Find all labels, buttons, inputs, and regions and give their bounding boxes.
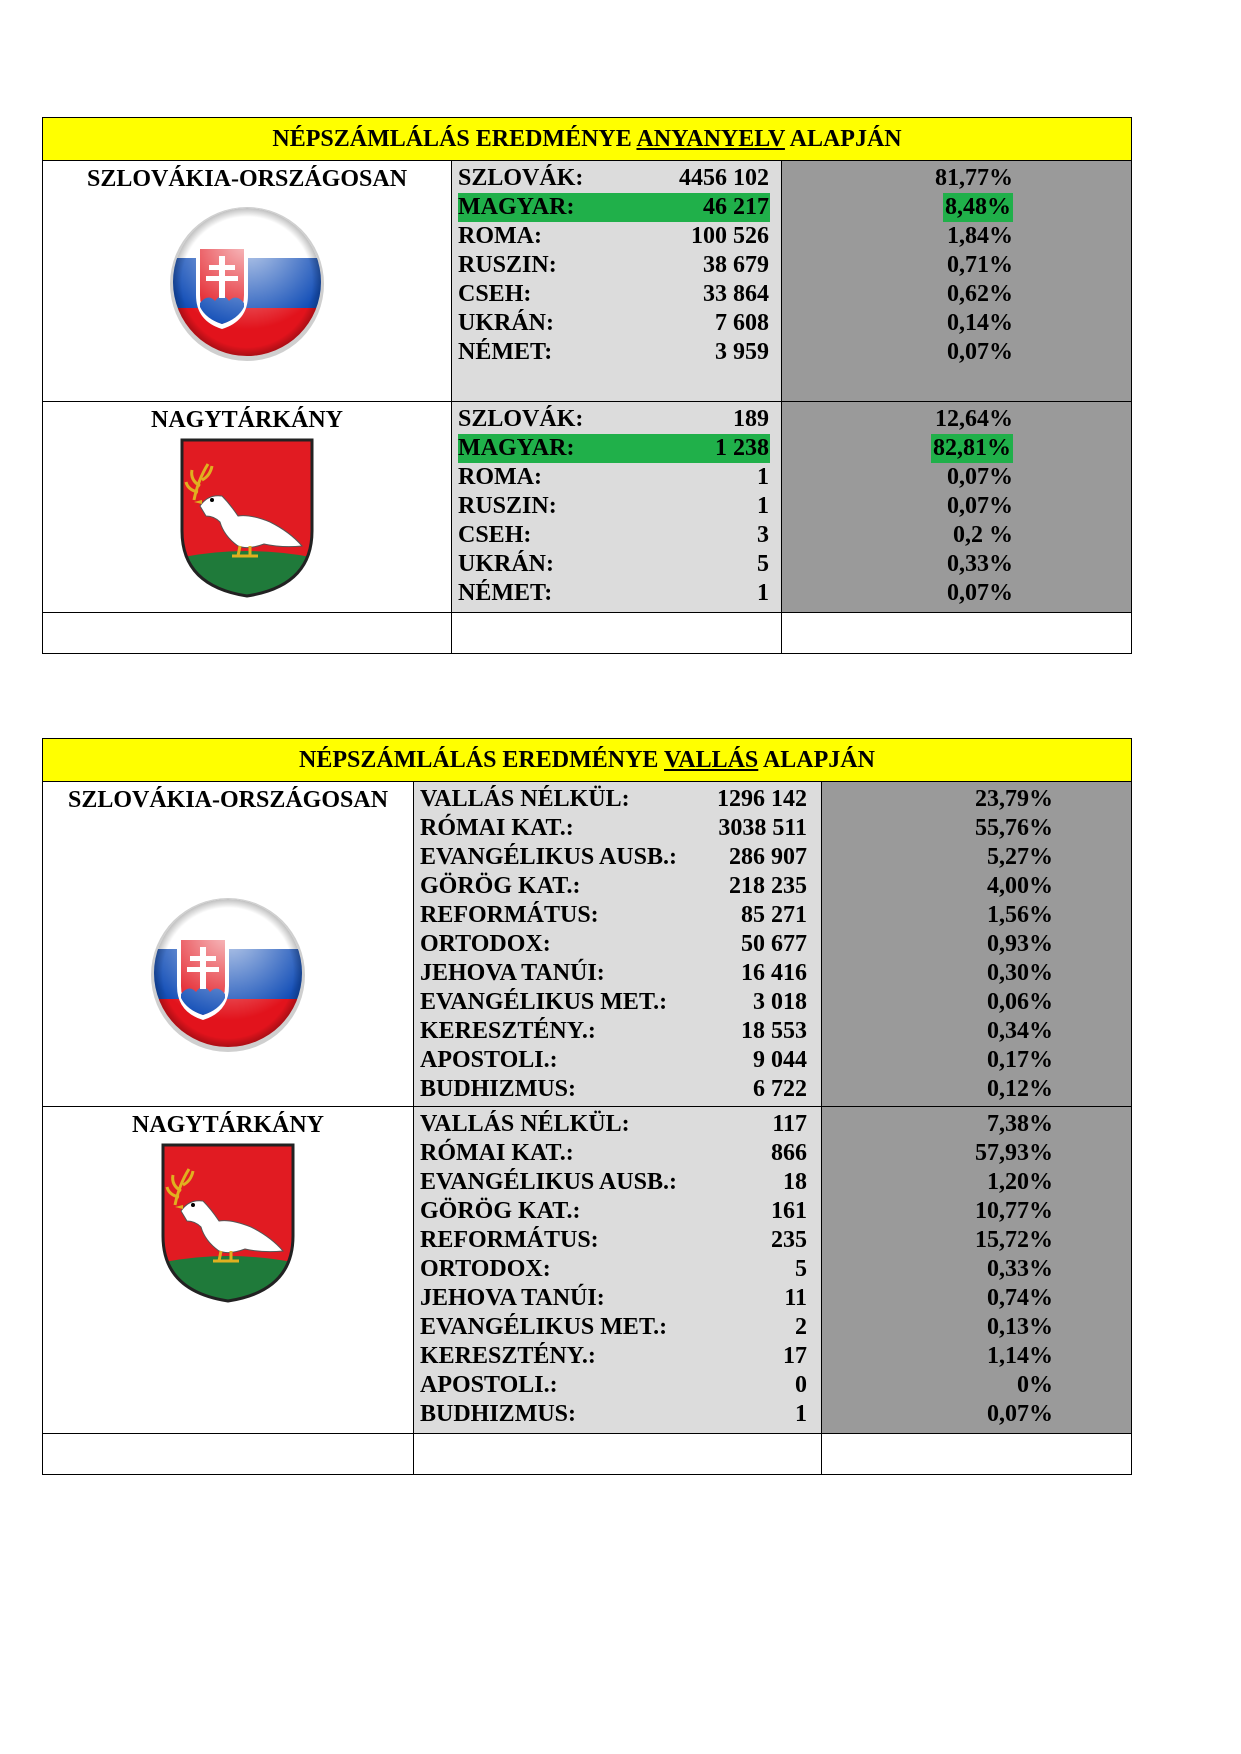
percent-value: 57,93% <box>975 1140 1053 1166</box>
count-value: 85 271 <box>741 902 807 928</box>
category-label: GÖRÖG KAT.: <box>420 1198 581 1224</box>
count-value: 38 679 <box>703 252 769 278</box>
count-value: 18 <box>783 1169 807 1195</box>
percent-value: 0,2 % <box>953 522 1013 548</box>
percent-value: 1,20% <box>987 1169 1053 1195</box>
percent-value: 15,72% <box>975 1227 1053 1253</box>
percent-value: 23,79% <box>975 786 1053 812</box>
empty-cell <box>821 1434 1131 1474</box>
percent-value: 4,00% <box>987 873 1053 899</box>
category-label: JEHOVA TANÚI: <box>420 1285 605 1311</box>
category-label: UKRÁN: <box>458 551 554 577</box>
count-value: 3 <box>757 522 769 548</box>
category-label: ROMA: <box>458 223 542 249</box>
category-label: GÖRÖG KAT.: <box>420 873 581 899</box>
count-value: 1 <box>757 464 769 490</box>
count-value: 117 <box>772 1111 807 1137</box>
religion-table <box>42 738 1132 1475</box>
religion-table-header <box>43 739 1131 782</box>
percent-value: 0,17% <box>987 1047 1053 1073</box>
category-label: ROMA: <box>458 464 542 490</box>
count-value: 6 722 <box>753 1076 807 1102</box>
category-label: RÓMAI KAT.: <box>420 815 574 841</box>
region-cell <box>43 402 451 612</box>
nagytarkany-coat-of-arms-icon <box>159 1141 297 1303</box>
category-label: REFORMÁTUS: <box>420 902 599 928</box>
count-value: 9 044 <box>753 1047 807 1073</box>
count-value: 1296 142 <box>717 786 807 812</box>
percent-value: 10,77% <box>975 1198 1053 1224</box>
percent-value: 81,77% <box>935 165 1013 191</box>
empty-cell <box>781 613 1131 653</box>
header-key-word: VALLÁS <box>664 747 759 773</box>
category-label: MAGYAR: <box>458 434 770 463</box>
category-label: UKRÁN: <box>458 310 554 336</box>
category-label: EVANGÉLIKUS AUSB.: <box>420 1169 677 1195</box>
count-value: 1 <box>757 580 769 606</box>
category-label: JEHOVA TANÚI: <box>420 960 605 986</box>
count-value: 7 608 <box>715 310 769 336</box>
percent-cell <box>781 161 1131 401</box>
category-label: SZLOVÁK: <box>458 165 584 191</box>
count-value: 218 235 <box>729 873 807 899</box>
category-label: RUSZIN: <box>458 252 557 278</box>
count-cell <box>413 782 821 1106</box>
language-table-header <box>43 118 1131 161</box>
category-label: BUDHIZMUS: <box>420 1076 577 1102</box>
percent-value: 0,12% <box>987 1076 1053 1102</box>
language-local-row <box>43 402 1131 613</box>
count-value: 18 553 <box>741 1018 807 1044</box>
percent-value: 0,93% <box>987 931 1053 957</box>
category-label: EVANGÉLIKUS MET.: <box>420 1314 668 1340</box>
category-label: VALLÁS NÉLKÜL: <box>420 786 630 812</box>
slovakia-flag-icon <box>149 894 307 1052</box>
header-text: ALAPJÁN <box>784 126 902 152</box>
count-value: 46 217 <box>703 194 769 220</box>
percent-value: 0% <box>1017 1372 1053 1398</box>
count-value: 286 907 <box>729 844 807 870</box>
region-cell <box>43 161 451 401</box>
count-value: 235 <box>771 1227 807 1253</box>
percent-value: 0,74% <box>987 1285 1053 1311</box>
category-label: EVANGÉLIKUS MET.: <box>420 989 668 1015</box>
region-name: SZLOVÁKIA-ORSZÁGOSAN <box>67 787 389 813</box>
count-cell <box>413 1107 821 1433</box>
count-value: 5 <box>757 551 769 577</box>
count-cell <box>451 161 781 401</box>
percent-value: 0,07% <box>947 493 1013 519</box>
header-text: NÉPSZÁMLÁLÁS EREDMÉNYE <box>272 126 637 152</box>
count-value: 3 018 <box>753 989 807 1015</box>
count-value: 866 <box>771 1140 807 1166</box>
category-label: ORTODOX: <box>420 1256 551 1282</box>
empty-cell <box>43 613 451 653</box>
percent-value: 0,34% <box>987 1018 1053 1044</box>
religion-local-row <box>43 1107 1131 1434</box>
count-value: 11 <box>784 1285 807 1311</box>
empty-cell <box>43 1434 413 1474</box>
percent-value: 5,27% <box>987 844 1053 870</box>
religion-national-row <box>43 782 1131 1107</box>
count-cell <box>451 402 781 612</box>
category-label: EVANGÉLIKUS AUSB.: <box>420 844 677 870</box>
count-value: 0 <box>795 1372 807 1398</box>
category-label: CSEH: <box>458 522 532 548</box>
language-table <box>42 117 1132 654</box>
category-label: NÉMET: <box>458 580 553 606</box>
percent-value: 0,07% <box>947 339 1013 365</box>
count-value: 161 <box>771 1198 807 1224</box>
percent-value: 0,06% <box>987 989 1053 1015</box>
percent-value: 0,33% <box>987 1256 1053 1282</box>
empty-row <box>43 613 1131 653</box>
percent-value: 0,30% <box>987 960 1053 986</box>
region-cell <box>43 1107 413 1433</box>
region-name: SZLOVÁKIA-ORSZÁGOSAN <box>86 166 408 192</box>
category-label: RÓMAI KAT.: <box>420 1140 574 1166</box>
count-value: 16 416 <box>741 960 807 986</box>
percent-value: 0,07% <box>947 580 1013 606</box>
count-value: 1 <box>757 493 769 519</box>
category-label: RUSZIN: <box>458 493 557 519</box>
count-value: 5 <box>795 1256 807 1282</box>
count-value: 3 959 <box>715 339 769 365</box>
category-label: REFORMÁTUS: <box>420 1227 599 1253</box>
percent-value: 55,76% <box>975 815 1053 841</box>
category-label: BUDHIZMUS: <box>420 1401 577 1427</box>
category-label: NÉMET: <box>458 339 553 365</box>
region-cell <box>43 782 413 1106</box>
count-value: 4456 102 <box>679 165 769 191</box>
percent-cell <box>821 1107 1131 1433</box>
percent-value: 0,13% <box>987 1314 1053 1340</box>
count-value: 1 <box>795 1401 807 1427</box>
region-name: NAGYTÁRKÁNY <box>151 407 343 433</box>
nagytarkany-coat-of-arms-icon <box>178 436 316 598</box>
count-value: 3038 511 <box>718 815 807 841</box>
count-value: 33 864 <box>703 281 769 307</box>
region-name: NAGYTÁRKÁNY <box>132 1112 324 1138</box>
percent-value: 0,71% <box>947 252 1013 278</box>
header-text: NÉPSZÁMLÁLÁS EREDMÉNYE <box>299 747 664 773</box>
category-label: KERESZTÉNY.: <box>420 1343 596 1369</box>
count-value: 50 677 <box>741 931 807 957</box>
category-label: APOSTOLI.: <box>420 1047 558 1073</box>
slovakia-flag-icon <box>168 203 326 361</box>
category-label: APOSTOLI.: <box>420 1372 558 1398</box>
percent-value: 0,14% <box>947 310 1013 336</box>
percent-cell <box>781 402 1131 612</box>
count-value: 2 <box>795 1314 807 1340</box>
percent-value: 0,33% <box>947 551 1013 577</box>
header-text: ALAPJÁN <box>758 747 875 773</box>
category-label: KERESZTÉNY.: <box>420 1018 596 1044</box>
empty-cell <box>451 613 781 653</box>
count-value: 17 <box>783 1343 807 1369</box>
category-label: ORTODOX: <box>420 931 551 957</box>
empty-cell <box>413 1434 821 1474</box>
count-value: 100 526 <box>691 223 769 249</box>
category-label: SZLOVÁK: <box>458 406 584 432</box>
count-value: 189 <box>733 406 769 432</box>
percent-value: 0,07% <box>947 464 1013 490</box>
percent-value: 1,56% <box>987 902 1053 928</box>
percent-value: 7,38% <box>987 1111 1053 1137</box>
header-key-word: ANYANYELV <box>636 126 785 152</box>
percent-value: 12,64% <box>935 406 1013 432</box>
category-label: MAGYAR: <box>458 193 770 222</box>
percent-cell <box>821 782 1131 1106</box>
percent-value: 8,48% <box>945 194 1011 220</box>
count-value: 1 238 <box>715 435 769 461</box>
percent-value: 82,81% <box>933 435 1011 461</box>
percent-value: 0,07% <box>987 1401 1053 1427</box>
percent-value: 1,14% <box>987 1343 1053 1369</box>
empty-row <box>43 1434 1131 1474</box>
percent-value: 1,84% <box>947 223 1013 249</box>
percent-value: 0,62% <box>947 281 1013 307</box>
category-label: CSEH: <box>458 281 532 307</box>
language-national-row <box>43 161 1131 402</box>
category-label: VALLÁS NÉLKÜL: <box>420 1111 630 1137</box>
